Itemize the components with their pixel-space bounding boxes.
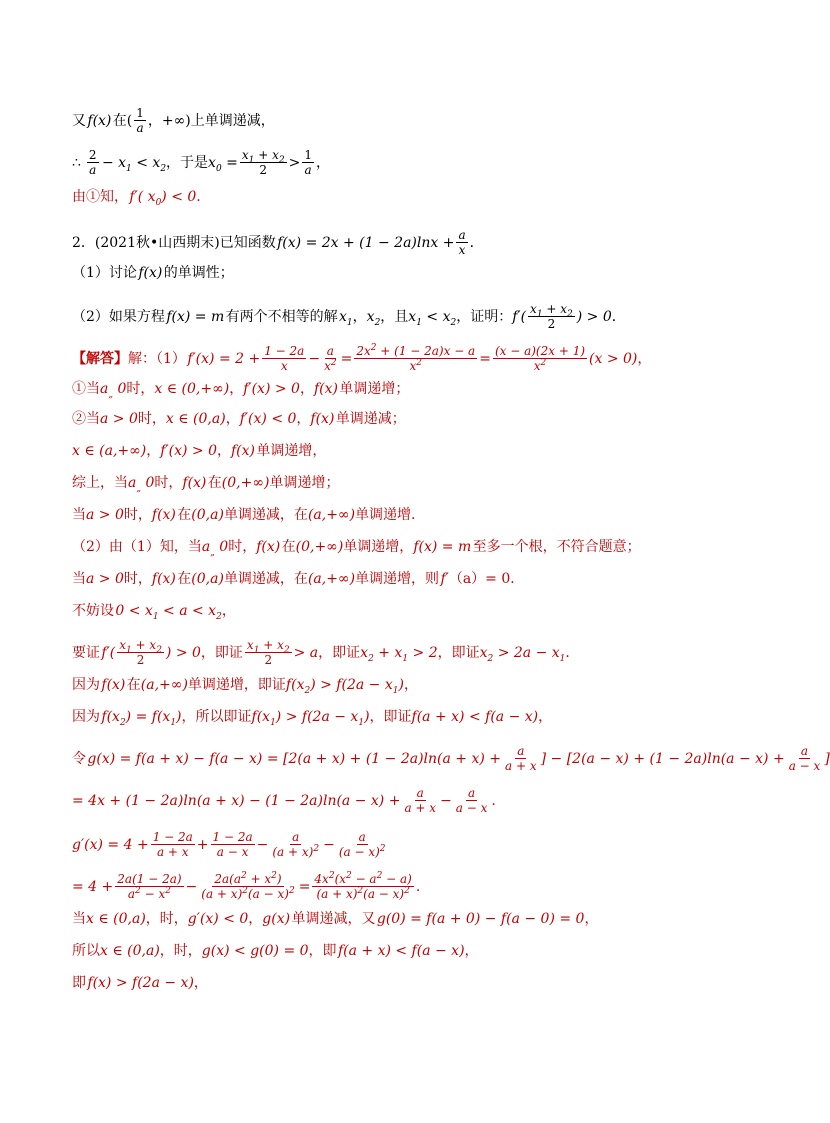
formula: f(x) = m (164, 308, 226, 325)
text: 单调递增， (256, 443, 327, 459)
text: 所以 (72, 943, 100, 959)
formula: − (256, 836, 269, 853)
formula: $a_„$ 0 (128, 475, 155, 494)
summary-2 (72, 506, 416, 524)
because-increasing (72, 676, 418, 694)
text: ，即证 (318, 644, 361, 661)
text: 时， (137, 411, 166, 427)
text: （a）= 0． (448, 571, 525, 587)
fraction: $\frac{x_1 + x_2}{2}$ (241, 148, 285, 177)
formula: x ∈ (a,+∞) (72, 443, 147, 459)
fraction: $\frac{2a(a^2 + x^2)}{(a + x)^2(a - x)^2}$ (201, 871, 295, 901)
formula: $f(x_2) > f(2a - x_1)$ (285, 677, 404, 696)
formula: g(0) = f(a + 0) − f(a − 0) = 0 (375, 911, 585, 927)
formula: g(x) (262, 911, 292, 927)
formula: f′( (100, 644, 116, 661)
fraction: $\frac{2a(1 - 2a)}{a^2 - x^2}$ (117, 872, 182, 901)
fraction: 1 a (136, 106, 144, 135)
text: 有两个不相等的解 (225, 308, 338, 325)
formula: f′(x) < 0 (239, 411, 297, 427)
fraction: $\frac{a}{a - x}$ (788, 744, 821, 773)
text: 解：（1） (128, 350, 186, 367)
text: （1）讨论 (72, 265, 137, 281)
text: 时， (154, 475, 183, 491)
text: 单调递增； (339, 381, 410, 397)
text: 单调递增， (343, 539, 414, 555)
fraction: $x_1 + x_2$ 2 (246, 638, 290, 667)
text: 因为 (72, 709, 100, 725)
formula: f(a + x) < f(a − x) (411, 709, 539, 725)
text: 时， (126, 381, 155, 397)
text: 在 (177, 507, 192, 523)
text: ①当 (72, 381, 100, 397)
text: ，时， (145, 911, 188, 927)
final-claim (72, 974, 208, 992)
text: 时， (123, 571, 152, 587)
formula: $f(x_2) = f(x_1)$ (100, 709, 182, 728)
formula: g′(x) < 0 (187, 911, 249, 927)
text: ， (584, 911, 599, 927)
text: 至多一个根，不符合题意； (472, 539, 641, 555)
fraction: $\frac{a}{x^2}$ (324, 344, 337, 373)
formula: f′(x) > 0 (160, 443, 217, 459)
g-negative (72, 942, 479, 960)
text: ， (296, 411, 311, 427)
formula: $x_0$ = (208, 154, 238, 174)
formula: a > 0 (86, 571, 124, 587)
text: ，即证 (369, 709, 412, 725)
because-equal (72, 708, 552, 726)
fraction: $\frac{2x^2 + (1 - 2a)x - a}{x^2}$ (356, 343, 476, 373)
g-simplified (72, 786, 496, 815)
text: ， (193, 975, 208, 991)
formula: (0,a) (191, 507, 224, 523)
formula: f′( (512, 308, 527, 325)
text: ． (469, 234, 484, 251)
part-2-case (72, 570, 524, 588)
fraction: $\frac{a}{x}$ (458, 228, 466, 257)
formula: − (185, 878, 198, 895)
text: （2）由（1）知，当 (72, 539, 202, 555)
formula: (a,+∞) (307, 571, 356, 587)
text: ， (538, 709, 553, 725)
fraction: $\frac{1 - 2a}{x}$ (264, 344, 305, 373)
formula: $x_2 > 2a - x_1$ (479, 644, 566, 664)
text: ， (229, 381, 244, 397)
assume (72, 602, 236, 620)
formula: (0,+∞) (295, 539, 344, 555)
fraction: $x_1 + x_2$ 2 (530, 302, 573, 331)
text: 单调递减，又 (291, 911, 376, 927)
text: 单调递增，即证 (187, 677, 286, 693)
text: 单调递增； (269, 475, 340, 491)
formula: f(x) (151, 507, 178, 523)
formula: x ∈ (0,a) (165, 411, 226, 427)
text: 当 (72, 571, 86, 587)
formula: a > 0 (86, 507, 124, 523)
formula: f′ (439, 571, 449, 587)
line-inequality (72, 148, 330, 177)
text: ， (637, 350, 652, 367)
text: 单调递减，在 (223, 571, 308, 587)
text: 在( (112, 112, 133, 129)
formula: f(x) (100, 677, 127, 693)
formula: (0,+∞) (221, 475, 270, 491)
text: ． (611, 308, 626, 325)
text: ，+∞)上单调递减， (147, 112, 275, 129)
formula: f′(x) > 0 (243, 381, 300, 397)
text: ，即 (308, 943, 337, 959)
formula: ] (824, 750, 830, 767)
formula: g′(x) = 4 + (72, 836, 149, 853)
fraction: $\frac{a}{a + x}$ (505, 744, 537, 773)
text: ，且 (380, 308, 409, 325)
formula: g(x) = f(a + x) − f(a − x) = [2(a + x) + (1 − 2a)ln(a + x) + (86, 750, 502, 767)
formula: f′(x) = 2 + (185, 350, 261, 367)
text: 综上，当 (72, 475, 128, 491)
problem-statement (72, 228, 484, 257)
formula: x ∈ (0,a) (86, 911, 146, 927)
fraction: $\frac{a}{(a - x)^2}$ (338, 830, 386, 859)
formula: $a_„$ 0 (100, 381, 127, 400)
problem-number: 2．(2021秋•山西期末)已知函数 (72, 234, 276, 251)
formula: (a,+∞) (307, 507, 356, 523)
text: 在 (207, 475, 222, 491)
fraction: $\frac{4x^2(x^2 - a^2 - a)}{(a + x)^2(a - x)^2}$ (314, 871, 412, 901)
text: 在 (177, 571, 192, 587)
case-1 (72, 380, 409, 398)
summary-1 (72, 474, 339, 492)
text: ， (315, 154, 330, 171)
text: 又 (72, 112, 86, 129)
fraction: $x_1 + x_2$ 2 (119, 638, 162, 667)
formula: f(x) = 2x + (1 − 2a)lnx + (275, 234, 455, 251)
text: ， (299, 381, 314, 397)
text: 单调递减，在 (223, 507, 308, 523)
to-prove (72, 638, 579, 667)
text: 时， (228, 539, 257, 555)
formula: ] − [2(a − x) + (1 − 2a)ln(a − x) + (540, 750, 785, 767)
text: ， (217, 443, 231, 459)
formula: $0 < x_1 < a < x_2$ (114, 603, 222, 622)
text: 单调递减； (335, 411, 406, 427)
part-2-intro (72, 538, 641, 556)
formula: f(x) (151, 571, 178, 587)
text: 的单调性； (163, 265, 234, 281)
formula: $x_1 < x_2$ (408, 308, 457, 328)
question-1 (72, 264, 234, 282)
formula: $f(x_1) > f(2a - x_1)$ (251, 709, 370, 728)
text: ，证明： (456, 308, 513, 325)
g-decreasing (72, 910, 598, 928)
formula: − $x_1 < x_2$ (100, 154, 167, 174)
formula: f(x) (182, 475, 208, 491)
text: 当 (72, 911, 86, 927)
text: ， (146, 443, 161, 459)
formula: $x_2$ (366, 308, 381, 328)
formula: = (298, 878, 311, 895)
text: ，即证 (200, 644, 243, 661)
text: 时， (123, 507, 152, 523)
formula: f(a + x) < f(a − x) (336, 943, 465, 959)
formula: ) > 0 (165, 644, 201, 661)
text: 要证 (72, 644, 100, 661)
fraction: 1 a (304, 148, 312, 177)
formula: f(x) (313, 381, 340, 397)
formula: + (196, 836, 209, 853)
fraction: $\frac{(x - a)(2x + 1)}{x^2}$ (494, 344, 586, 373)
case-2b (72, 442, 326, 460)
text: 在 (126, 677, 141, 693)
text: ，于是 (166, 154, 209, 171)
text: 不妨设 (72, 603, 114, 619)
question-2 (72, 302, 626, 331)
text: 即 (72, 975, 86, 991)
formula: a > 0 (100, 411, 138, 427)
g-derivative-simplified (72, 872, 420, 901)
text: 由①知， (72, 189, 128, 205)
define-g (72, 744, 830, 773)
text: ，即证 (437, 644, 480, 661)
text: ， (225, 411, 240, 427)
text: ②当 (72, 411, 100, 427)
formula: f(x) (136, 265, 164, 281)
formula: = (479, 350, 491, 367)
text: ， (403, 677, 418, 693)
formula: $a_„$ 0 (201, 539, 229, 558)
text: ， (352, 308, 367, 325)
formula: f(x) (310, 411, 336, 427)
text: ， (221, 603, 236, 619)
formula: f′( $x_0) < 0$ (128, 189, 197, 208)
text: 因为 (72, 677, 100, 693)
text: . (415, 878, 421, 895)
line-monotone-decrease (72, 106, 275, 135)
text: 在 (281, 539, 296, 555)
case-2 (72, 410, 406, 428)
formula: x ∈ (0,+∞) (154, 381, 230, 397)
formula: $x_2 + x_1 > 2$ (360, 644, 438, 664)
formula: − (308, 350, 321, 367)
formula: f(x) (86, 112, 113, 129)
fraction: 2 a (88, 148, 97, 177)
text: ， (464, 943, 479, 959)
formula: f(x) (256, 539, 282, 555)
fraction: $\frac{a}{a + x}$ (404, 786, 437, 815)
formula: = (340, 350, 353, 367)
formula: f(x) > f(2a − x) (86, 975, 194, 991)
fraction: $\frac{1 - 2a}{a + x}$ (152, 830, 193, 859)
formula: f(x) = m (413, 539, 473, 555)
formula: > a (293, 644, 319, 661)
fraction: $\frac{a}{a - x}$ (455, 786, 488, 815)
formula: = 4x + (1 − 2a)ln(a + x) − (1 − 2a)ln(a − x) + (72, 792, 401, 809)
formula: f(x) (231, 443, 257, 459)
text: ， (248, 911, 263, 927)
text: 单调递增. (355, 507, 416, 523)
formula: − (323, 836, 335, 853)
g-derivative (72, 830, 390, 859)
text: 单调递增，则 (355, 571, 440, 587)
text: 当 (72, 507, 86, 523)
formula: g(x) < g(0) = 0 (201, 943, 309, 959)
formula: $x_1$ (337, 308, 353, 328)
formula: = 4 + (72, 878, 114, 895)
formula: (0,a) (191, 571, 224, 587)
text: . (491, 792, 496, 809)
line-conclusion (72, 188, 201, 206)
formula: (x > 0) (589, 350, 638, 367)
answer-tag: 【解答】 (72, 350, 128, 367)
formula: − (440, 792, 452, 809)
text: ． (565, 644, 580, 661)
text: ，时， (159, 943, 202, 959)
text: 令 (72, 750, 86, 767)
formula: ) > 0 (576, 308, 612, 325)
formula: x ∈ (0,a) (100, 943, 160, 959)
fraction: $\frac{a}{(a + x)^2}$ (272, 830, 320, 859)
fraction: $\frac{1 - 2a}{a - x}$ (212, 830, 253, 859)
text: （2）如果方程 (72, 308, 165, 325)
text: ∴ (72, 154, 81, 171)
text: ，所以即证 (181, 709, 252, 725)
text: . (196, 189, 201, 205)
formula: > (288, 154, 301, 171)
solution-derivative (72, 344, 651, 373)
formula: (a,+∞) (140, 677, 188, 693)
